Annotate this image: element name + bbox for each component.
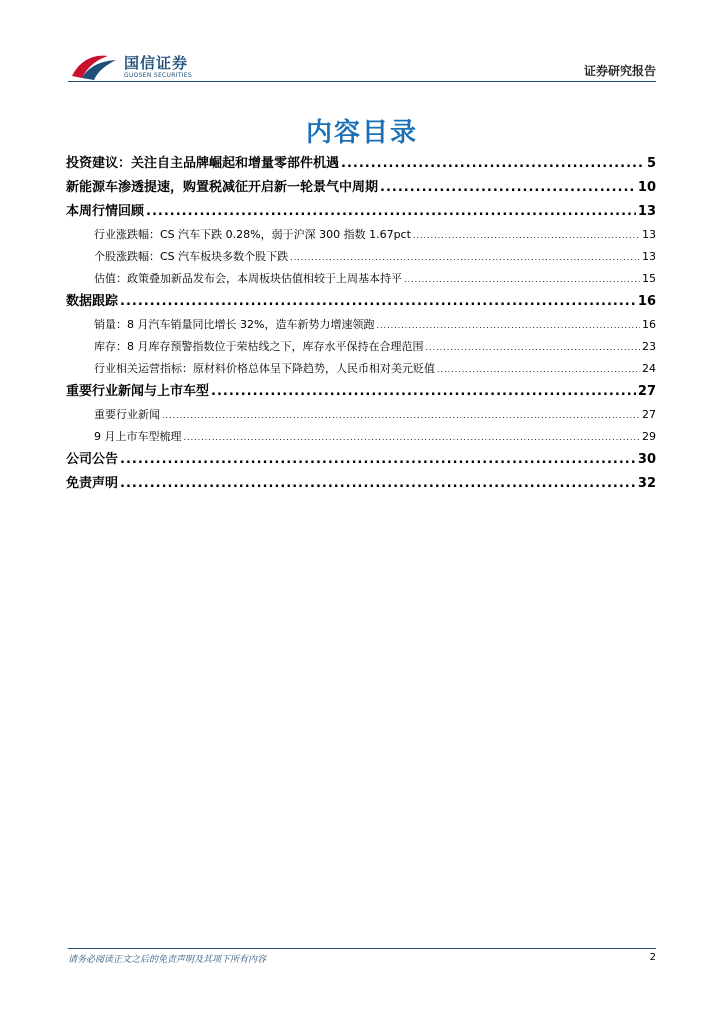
toc-entry-section[interactable] [66, 472, 656, 496]
toc-entry-title: 免责声明 [66, 476, 119, 491]
toc-entry-title: 行业涨跌幅：CS 汽车下跌 0.28%，弱于沪深 300 指数 1.67pct [94, 228, 411, 241]
toc-entry-title: 9 月上市车型梳理 [94, 430, 182, 443]
toc-entry-page: 23 [642, 340, 656, 353]
toc-entry-section[interactable] [66, 380, 656, 404]
toc-entry-section[interactable] [66, 176, 656, 200]
logo-company-name-en: GUOSEN SECURITIES [124, 71, 193, 79]
toc-entry-subsection[interactable] [66, 404, 656, 426]
toc-dot-leader [184, 426, 641, 449]
toc-entry-title: 投资建议：关注自主品牌崛起和增量零部件机遇 [66, 156, 340, 171]
report-type-label: 证券研究报告 [583, 64, 656, 78]
toc-dot-leader [404, 268, 640, 291]
logo-company-name: 国信证券 [124, 53, 189, 72]
toc-entry-section[interactable] [66, 200, 656, 224]
toc-entry-subsection[interactable] [66, 426, 656, 448]
toc-entry-subsection[interactable] [66, 314, 656, 336]
toc-entry-title: 行业相关运营指标：原材料价格总体呈下降趋势，人民币相对美元贬值 [94, 362, 435, 375]
guosen-logo-icon [68, 52, 120, 82]
toc-entry-page: 16 [637, 294, 656, 309]
toc-entry-title: 数据跟踪 [66, 294, 119, 309]
toc-dot-leader [376, 314, 640, 337]
toc-dot-leader [380, 176, 636, 200]
toc-entry-page: 29 [642, 430, 656, 443]
toc-entry-subsection[interactable] [66, 268, 656, 290]
toc-entry-page: 30 [637, 452, 656, 467]
toc-entry-page: 13 [642, 250, 656, 263]
toc-entry-page: 27 [637, 384, 656, 399]
toc-entry-title: 重要行业新闻 [94, 408, 160, 421]
toc-entry-subsection[interactable] [66, 358, 656, 380]
toc-entry-title: 公司公告 [66, 452, 119, 467]
header-divider [68, 81, 656, 82]
toc-dot-leader [162, 404, 640, 427]
page-header [0, 0, 724, 90]
toc-entry-page: 27 [642, 408, 656, 421]
guosen-logo [68, 52, 192, 82]
toc-dot-leader [120, 472, 636, 496]
toc-entry-page: 24 [642, 362, 656, 375]
toc-dot-leader [146, 200, 636, 224]
toc-entry-subsection[interactable] [66, 224, 656, 246]
toc-dot-leader [211, 380, 636, 404]
toc-entry-page: 15 [642, 272, 656, 285]
toc-entry-page: 16 [642, 318, 656, 331]
toc-entry-title: 销量：8 月汽车销量同比增长 32%，造车新势力增速领跑 [94, 318, 375, 331]
toc-entry-page: 13 [637, 204, 656, 219]
footer-divider [68, 948, 656, 949]
toc-entry-section[interactable] [66, 448, 656, 472]
toc-entry-title: 本周行情回顾 [66, 204, 145, 219]
toc-entry-title: 估值：政策叠加新品发布会，本周板块估值相较于上周基本持平 [94, 272, 402, 285]
toc-entry-title: 重要行业新闻与上市车型 [66, 384, 210, 399]
toc-dot-leader [341, 152, 645, 176]
footer-disclaimer-note: 请务必阅读正文之后的免责声明及其项下所有内容 [68, 955, 267, 965]
page-number: 2 [649, 952, 656, 963]
toc-dot-leader [290, 246, 640, 269]
toc-entry-subsection[interactable] [66, 246, 656, 268]
toc-dot-leader [437, 358, 640, 381]
toc-entry-section[interactable] [66, 290, 656, 314]
toc-entry-page: 10 [637, 180, 656, 195]
toc-entry-subsection[interactable] [66, 336, 656, 358]
table-of-contents [66, 152, 656, 496]
toc-entry-title: 新能源车渗透提速，购置税减征开启新一轮景气中周期 [66, 180, 379, 195]
toc-dot-leader [120, 290, 636, 314]
toc-dot-leader [413, 224, 640, 247]
toc-entry-title: 个股涨跌幅：CS 汽车板块多数个股下跌 [94, 250, 289, 263]
toc-entry-page: 13 [642, 228, 656, 241]
toc-entry-page: 32 [637, 476, 656, 491]
toc-dot-leader [426, 336, 641, 359]
toc-entry-page: 5 [646, 156, 656, 171]
toc-entry-title: 库存：8 月库存预警指数位于荣枯线之下，库存水平保持在合理范围 [94, 340, 424, 353]
toc-entry-section[interactable] [66, 152, 656, 176]
toc-dot-leader [120, 448, 636, 472]
toc-title: 内容目录 [305, 118, 418, 148]
